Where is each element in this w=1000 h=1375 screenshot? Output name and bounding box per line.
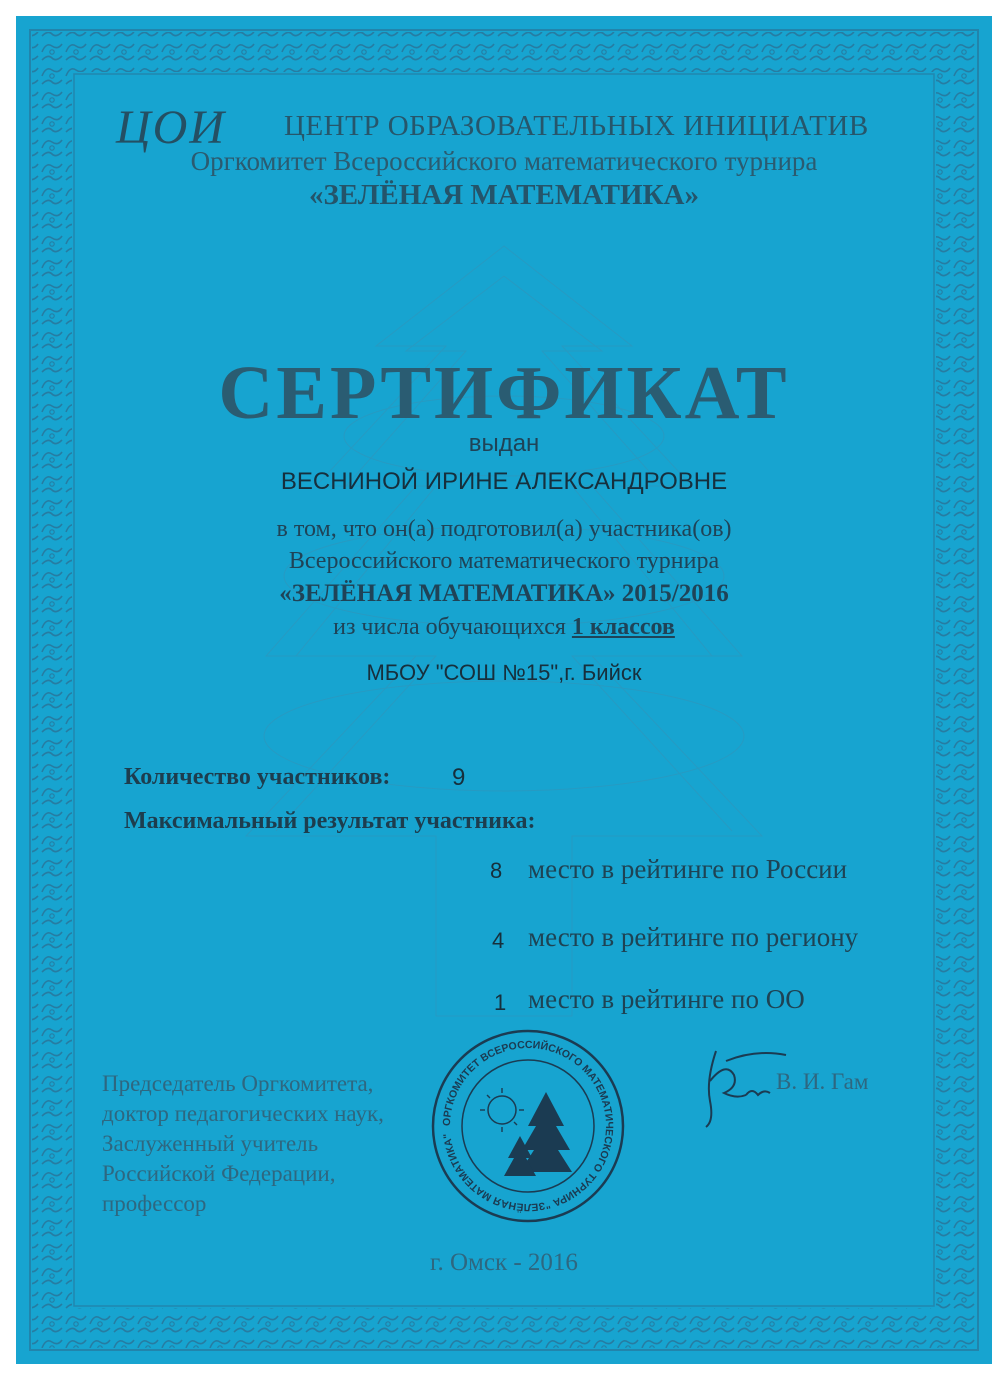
body-line-1: в том, что он(а) подготовил(а) участника(ов) [276, 516, 732, 542]
organization-stamp [428, 1026, 628, 1226]
participants-label: Количество участников: [124, 764, 391, 790]
signatory-name: В. И. Гам [776, 1069, 869, 1094]
center-name: ЦЕНТР ОБРАЗОВАТЕЛЬНЫХ ИНИЦИАТИВ [284, 110, 869, 142]
max-result-label: Максимальный результат участника: [124, 808, 536, 834]
chair-line: доктор педагогических наук, [102, 1101, 384, 1126]
rank-region-value: 4 [492, 928, 505, 953]
chair-title-block [102, 1069, 384, 1219]
body-line-2: Всероссийского математического турнира [288, 548, 720, 574]
city-year: г. Омск - 2016 [430, 1249, 578, 1276]
school-name: МБОУ "СОШ №15",г. Бийск [366, 660, 642, 685]
orgcommittee-title: Оргкомитет Всероссийского математического турнира [190, 146, 818, 176]
body-line-3: «ЗЕЛЁНАЯ МАТЕМАТИКА» 2015/2016 [279, 580, 729, 607]
participants-value: 9 [452, 764, 466, 791]
grade-value: 1 классов [571, 614, 675, 640]
rank-school-value: 1 [494, 990, 507, 1015]
chair-line: профессор [102, 1191, 207, 1216]
issued-label: выдан [468, 430, 540, 457]
chair-line: Заслуженный учитель [102, 1131, 319, 1156]
handwritten-signature [676, 1041, 796, 1131]
rank-russia-value: 8 [490, 858, 503, 883]
rank-russia-label: место в рейтинге по России [528, 854, 848, 884]
certificate-sheet [16, 16, 992, 1364]
svg-text:ОРГКОМИТЕТ ВСЕРОССИЙСКОГО МАТЕ [441, 1039, 615, 1214]
body-line-4 [16, 614, 992, 641]
sun-icon [488, 1096, 516, 1124]
tournament-name: «ЗЕЛЁНАЯ МАТЕМАТИКА» [309, 179, 699, 211]
rank-school-label: место в рейтинге по ОО [528, 984, 805, 1014]
recipient-name: ВЕСНИНОЙ ИРИНЕ АЛЕКСАНДРОВНЕ [280, 468, 728, 495]
rank-region-label: место в рейтинге по региону [528, 922, 859, 952]
grade-prefix: из числа обучающихся [333, 614, 566, 640]
chair-line: Российской Федерации, [102, 1161, 336, 1186]
stamp-ring-text: ОРГКОМИТЕТ ВСЕРОССИЙСКОГО МАТЕМАТИЧЕСКОГО ТУРНИРА "ЗЕЛЁНАЯ МАТЕМАТИКА" [440, 1038, 616, 1214]
logo: ЦОИ [116, 101, 226, 154]
certificate-title: СЕРТИФИКАТ [218, 351, 790, 435]
chair-line: Председатель Оргкомитета, [102, 1071, 374, 1096]
